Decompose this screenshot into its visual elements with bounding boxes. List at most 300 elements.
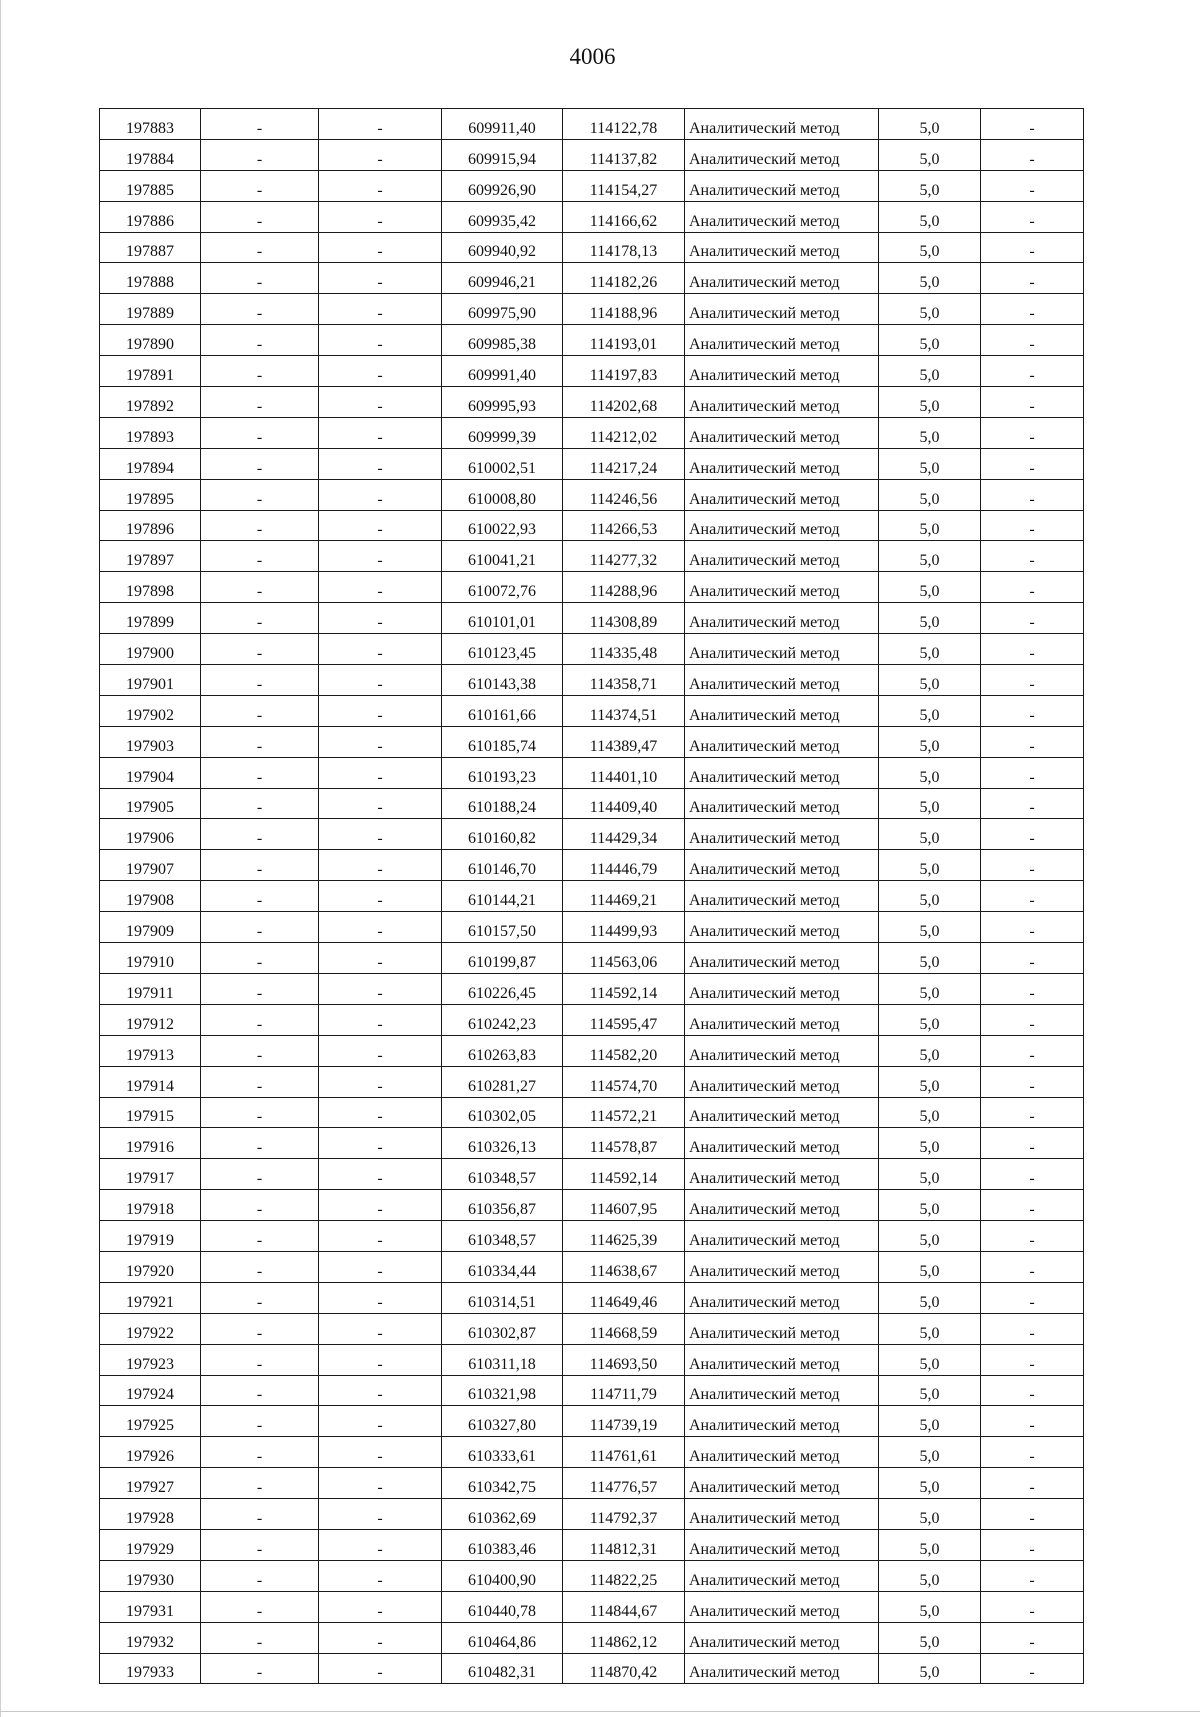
dash-cell-b: - [319, 510, 442, 541]
accuracy-cell: 5,0 [879, 1653, 981, 1684]
dash-cell-a: - [201, 1406, 319, 1437]
x-coordinate-cell: 610263,83 [442, 1035, 563, 1066]
dash-cell-a: - [201, 1251, 319, 1282]
dash-cell-b: - [319, 1560, 442, 1591]
y-coordinate-cell: 114409,40 [563, 788, 685, 819]
accuracy-cell: 5,0 [879, 634, 981, 665]
table-row [100, 1653, 1084, 1684]
table-row [100, 819, 1084, 850]
dash-cell-a: - [201, 325, 319, 356]
y-coordinate-cell: 114188,96 [563, 294, 685, 325]
dash-cell-b: - [319, 973, 442, 1004]
y-coordinate-cell: 114246,56 [563, 479, 685, 510]
dash-cell-a: - [201, 139, 319, 170]
table-row [100, 263, 1084, 294]
point-number-cell: 197918 [100, 1190, 201, 1221]
y-coordinate-cell: 114582,20 [563, 1035, 685, 1066]
dash-cell-a: - [201, 881, 319, 912]
dash-cell-c: - [981, 1282, 1084, 1313]
dash-cell-c: - [981, 1190, 1084, 1221]
accuracy-cell: 5,0 [879, 695, 981, 726]
dash-cell-b: - [319, 479, 442, 510]
table-row [100, 881, 1084, 912]
y-coordinate-cell: 114862,12 [563, 1622, 685, 1653]
dash-cell-a: - [201, 912, 319, 943]
method-cell: Аналитический метод [685, 1251, 879, 1282]
x-coordinate-cell: 610302,87 [442, 1313, 563, 1344]
x-coordinate-cell: 609975,90 [442, 294, 563, 325]
y-coordinate-cell: 114469,21 [563, 881, 685, 912]
point-number-cell: 197932 [100, 1622, 201, 1653]
method-cell: Аналитический метод [685, 1375, 879, 1406]
x-coordinate-cell: 610008,80 [442, 479, 563, 510]
point-number-cell: 197902 [100, 695, 201, 726]
point-number-cell: 197884 [100, 139, 201, 170]
x-coordinate-cell: 610321,98 [442, 1375, 563, 1406]
dash-cell-a: - [201, 1560, 319, 1591]
dash-cell-a: - [201, 1159, 319, 1190]
x-coordinate-cell: 610356,87 [442, 1190, 563, 1221]
point-number-cell: 197903 [100, 726, 201, 757]
point-number-cell: 197924 [100, 1375, 201, 1406]
dash-cell-c: - [981, 387, 1084, 418]
point-number-cell: 197923 [100, 1344, 201, 1375]
table-row [100, 726, 1084, 757]
x-coordinate-cell: 610157,50 [442, 912, 563, 943]
point-number-cell: 197914 [100, 1066, 201, 1097]
dash-cell-a: - [201, 1437, 319, 1468]
dash-cell-b: - [319, 170, 442, 201]
method-cell: Аналитический метод [685, 541, 879, 572]
table-row [100, 448, 1084, 479]
dash-cell-a: - [201, 634, 319, 665]
point-number-cell: 197897 [100, 541, 201, 572]
method-cell: Аналитический метод [685, 232, 879, 263]
y-coordinate-cell: 114649,46 [563, 1282, 685, 1313]
method-cell: Аналитический метод [685, 201, 879, 232]
dash-cell-c: - [981, 1375, 1084, 1406]
y-coordinate-cell: 114193,01 [563, 325, 685, 356]
dash-cell-c: - [981, 850, 1084, 881]
dash-cell-a: - [201, 1622, 319, 1653]
dash-cell-c: - [981, 1437, 1084, 1468]
scan-edge-bottom [0, 1711, 1200, 1712]
dash-cell-a: - [201, 417, 319, 448]
y-coordinate-cell: 114197,83 [563, 356, 685, 387]
method-cell: Аналитический метод [685, 850, 879, 881]
point-number-cell: 197919 [100, 1221, 201, 1252]
dash-cell-a: - [201, 1128, 319, 1159]
method-cell: Аналитический метод [685, 634, 879, 665]
dash-cell-b: - [319, 109, 442, 140]
dash-cell-b: - [319, 541, 442, 572]
y-coordinate-cell: 114374,51 [563, 695, 685, 726]
method-cell: Аналитический метод [685, 1313, 879, 1344]
accuracy-cell: 5,0 [879, 726, 981, 757]
point-number-cell: 197911 [100, 973, 201, 1004]
point-number-cell: 197901 [100, 665, 201, 696]
table-row [100, 943, 1084, 974]
point-number-cell: 197921 [100, 1282, 201, 1313]
point-number-cell: 197909 [100, 912, 201, 943]
dash-cell-b: - [319, 788, 442, 819]
table-row [100, 1622, 1084, 1653]
table-row [100, 1313, 1084, 1344]
table-row [100, 1375, 1084, 1406]
dash-cell-b: - [319, 850, 442, 881]
dash-cell-c: - [981, 1035, 1084, 1066]
dash-cell-a: - [201, 356, 319, 387]
y-coordinate-cell: 114638,67 [563, 1251, 685, 1282]
point-number-cell: 197908 [100, 881, 201, 912]
point-number-cell: 197930 [100, 1560, 201, 1591]
method-cell: Аналитический метод [685, 665, 879, 696]
table-row [100, 294, 1084, 325]
dash-cell-b: - [319, 1375, 442, 1406]
accuracy-cell: 5,0 [879, 170, 981, 201]
dash-cell-b: - [319, 1282, 442, 1313]
accuracy-cell: 5,0 [879, 757, 981, 788]
dash-cell-c: - [981, 1653, 1084, 1684]
accuracy-cell: 5,0 [879, 1344, 981, 1375]
point-number-cell: 197910 [100, 943, 201, 974]
accuracy-cell: 5,0 [879, 1468, 981, 1499]
table-row [100, 232, 1084, 263]
dash-cell-c: - [981, 294, 1084, 325]
dash-cell-b: - [319, 603, 442, 634]
method-cell: Аналитический метод [685, 1622, 879, 1653]
x-coordinate-cell: 610326,13 [442, 1128, 563, 1159]
x-coordinate-cell: 610440,78 [442, 1591, 563, 1622]
table-row [100, 1499, 1084, 1530]
dash-cell-a: - [201, 850, 319, 881]
point-number-cell: 197894 [100, 448, 201, 479]
accuracy-cell: 5,0 [879, 263, 981, 294]
dash-cell-a: - [201, 1313, 319, 1344]
table-row [100, 788, 1084, 819]
point-number-cell: 197895 [100, 479, 201, 510]
point-number-cell: 197888 [100, 263, 201, 294]
dash-cell-a: - [201, 1468, 319, 1499]
dash-cell-a: - [201, 1375, 319, 1406]
method-cell: Аналитический метод [685, 170, 879, 201]
dash-cell-a: - [201, 1499, 319, 1530]
dash-cell-b: - [319, 943, 442, 974]
dash-cell-a: - [201, 1004, 319, 1035]
x-coordinate-cell: 610311,18 [442, 1344, 563, 1375]
y-coordinate-cell: 114668,59 [563, 1313, 685, 1344]
y-coordinate-cell: 114625,39 [563, 1221, 685, 1252]
dash-cell-b: - [319, 387, 442, 418]
method-cell: Аналитический метод [685, 387, 879, 418]
table-row [100, 139, 1084, 170]
accuracy-cell: 5,0 [879, 603, 981, 634]
method-cell: Аналитический метод [685, 695, 879, 726]
accuracy-cell: 5,0 [879, 1128, 981, 1159]
accuracy-cell: 5,0 [879, 1190, 981, 1221]
table-row [100, 1221, 1084, 1252]
dash-cell-c: - [981, 263, 1084, 294]
dash-cell-c: - [981, 819, 1084, 850]
dash-cell-b: - [319, 417, 442, 448]
x-coordinate-cell: 609999,39 [442, 417, 563, 448]
y-coordinate-cell: 114166,62 [563, 201, 685, 232]
x-coordinate-cell: 610123,45 [442, 634, 563, 665]
x-coordinate-cell: 610199,87 [442, 943, 563, 974]
method-cell: Аналитический метод [685, 325, 879, 356]
accuracy-cell: 5,0 [879, 1159, 981, 1190]
dash-cell-a: - [201, 1591, 319, 1622]
point-number-cell: 197892 [100, 387, 201, 418]
method-cell: Аналитический метод [685, 1282, 879, 1313]
accuracy-cell: 5,0 [879, 1560, 981, 1591]
dash-cell-b: - [319, 1653, 442, 1684]
dash-cell-b: - [319, 757, 442, 788]
dash-cell-a: - [201, 448, 319, 479]
y-coordinate-cell: 114178,13 [563, 232, 685, 263]
x-coordinate-cell: 610226,45 [442, 973, 563, 1004]
dash-cell-c: - [981, 170, 1084, 201]
dash-cell-b: - [319, 1529, 442, 1560]
y-coordinate-cell: 114266,53 [563, 510, 685, 541]
y-coordinate-cell: 114578,87 [563, 1128, 685, 1159]
dash-cell-a: - [201, 757, 319, 788]
dash-cell-c: - [981, 695, 1084, 726]
x-coordinate-cell: 610383,46 [442, 1529, 563, 1560]
x-coordinate-cell: 610281,27 [442, 1066, 563, 1097]
accuracy-cell: 5,0 [879, 1529, 981, 1560]
table-row [100, 1035, 1084, 1066]
accuracy-cell: 5,0 [879, 1437, 981, 1468]
point-number-cell: 197926 [100, 1437, 201, 1468]
x-coordinate-cell: 610242,23 [442, 1004, 563, 1035]
table-row [100, 387, 1084, 418]
x-coordinate-cell: 610160,82 [442, 819, 563, 850]
table-row [100, 1066, 1084, 1097]
x-coordinate-cell: 610188,24 [442, 788, 563, 819]
point-number-cell: 197896 [100, 510, 201, 541]
dash-cell-c: - [981, 510, 1084, 541]
point-number-cell: 197912 [100, 1004, 201, 1035]
y-coordinate-cell: 114202,68 [563, 387, 685, 418]
dash-cell-a: - [201, 109, 319, 140]
method-cell: Аналитический метод [685, 1190, 879, 1221]
dash-cell-a: - [201, 1190, 319, 1221]
y-coordinate-cell: 114446,79 [563, 850, 685, 881]
dash-cell-b: - [319, 572, 442, 603]
method-cell: Аналитический метод [685, 912, 879, 943]
dash-cell-c: - [981, 417, 1084, 448]
accuracy-cell: 5,0 [879, 1499, 981, 1530]
y-coordinate-cell: 114595,47 [563, 1004, 685, 1035]
table-row [100, 850, 1084, 881]
x-coordinate-cell: 610101,01 [442, 603, 563, 634]
dash-cell-b: - [319, 201, 442, 232]
dash-cell-c: - [981, 201, 1084, 232]
dash-cell-c: - [981, 1560, 1084, 1591]
dash-cell-b: - [319, 232, 442, 263]
y-coordinate-cell: 114739,19 [563, 1406, 685, 1437]
x-coordinate-cell: 609935,42 [442, 201, 563, 232]
table-row [100, 1159, 1084, 1190]
accuracy-cell: 5,0 [879, 1221, 981, 1252]
x-coordinate-cell: 610327,80 [442, 1406, 563, 1437]
method-cell: Аналитический метод [685, 448, 879, 479]
accuracy-cell: 5,0 [879, 819, 981, 850]
accuracy-cell: 5,0 [879, 1251, 981, 1282]
accuracy-cell: 5,0 [879, 572, 981, 603]
dash-cell-b: - [319, 1035, 442, 1066]
dash-cell-a: - [201, 232, 319, 263]
accuracy-cell: 5,0 [879, 788, 981, 819]
dash-cell-a: - [201, 819, 319, 850]
dash-cell-c: - [981, 757, 1084, 788]
dash-cell-b: - [319, 1251, 442, 1282]
x-coordinate-cell: 609946,21 [442, 263, 563, 294]
accuracy-cell: 5,0 [879, 850, 981, 881]
x-coordinate-cell: 609940,92 [442, 232, 563, 263]
y-coordinate-cell: 114429,34 [563, 819, 685, 850]
x-coordinate-cell: 609995,93 [442, 387, 563, 418]
method-cell: Аналитический метод [685, 788, 879, 819]
dash-cell-b: - [319, 665, 442, 696]
dash-cell-b: - [319, 139, 442, 170]
y-coordinate-cell: 114401,10 [563, 757, 685, 788]
accuracy-cell: 5,0 [879, 387, 981, 418]
dash-cell-a: - [201, 788, 319, 819]
dash-cell-c: - [981, 448, 1084, 479]
dash-cell-b: - [319, 912, 442, 943]
dash-cell-a: - [201, 1529, 319, 1560]
dash-cell-c: - [981, 1066, 1084, 1097]
dash-cell-c: - [981, 1406, 1084, 1437]
y-coordinate-cell: 114389,47 [563, 726, 685, 757]
accuracy-cell: 5,0 [879, 479, 981, 510]
x-coordinate-cell: 610143,38 [442, 665, 563, 696]
point-number-cell: 197886 [100, 201, 201, 232]
dash-cell-a: - [201, 603, 319, 634]
y-coordinate-cell: 114212,02 [563, 417, 685, 448]
point-number-cell: 197890 [100, 325, 201, 356]
y-coordinate-cell: 114182,26 [563, 263, 685, 294]
dash-cell-c: - [981, 1499, 1084, 1530]
accuracy-cell: 5,0 [879, 294, 981, 325]
table-row [100, 757, 1084, 788]
dash-cell-b: - [319, 1097, 442, 1128]
dash-cell-a: - [201, 1066, 319, 1097]
y-coordinate-cell: 114870,42 [563, 1653, 685, 1684]
y-coordinate-cell: 114137,82 [563, 139, 685, 170]
method-cell: Аналитический метод [685, 1437, 879, 1468]
dash-cell-a: - [201, 572, 319, 603]
dash-cell-a: - [201, 1221, 319, 1252]
dash-cell-b: - [319, 1066, 442, 1097]
dash-cell-a: - [201, 1035, 319, 1066]
accuracy-cell: 5,0 [879, 665, 981, 696]
dash-cell-c: - [981, 1468, 1084, 1499]
x-coordinate-cell: 610193,23 [442, 757, 563, 788]
x-coordinate-cell: 610002,51 [442, 448, 563, 479]
table-row [100, 417, 1084, 448]
method-cell: Аналитический метод [685, 973, 879, 1004]
dash-cell-a: - [201, 973, 319, 1004]
accuracy-cell: 5,0 [879, 1097, 981, 1128]
dash-cell-c: - [981, 788, 1084, 819]
table-row [100, 572, 1084, 603]
table-row [100, 1004, 1084, 1035]
y-coordinate-cell: 114122,78 [563, 109, 685, 140]
method-cell: Аналитический метод [685, 1128, 879, 1159]
dash-cell-b: - [319, 1622, 442, 1653]
method-cell: Аналитический метод [685, 263, 879, 294]
dash-cell-b: - [319, 1159, 442, 1190]
x-coordinate-cell: 610342,75 [442, 1468, 563, 1499]
y-coordinate-cell: 114499,93 [563, 912, 685, 943]
dash-cell-a: - [201, 541, 319, 572]
dash-cell-a: - [201, 943, 319, 974]
point-number-cell: 197893 [100, 417, 201, 448]
method-cell: Аналитический метод [685, 881, 879, 912]
method-cell: Аналитический метод [685, 1035, 879, 1066]
dash-cell-b: - [319, 1004, 442, 1035]
dash-cell-b: - [319, 263, 442, 294]
dash-cell-a: - [201, 1653, 319, 1684]
dash-cell-b: - [319, 819, 442, 850]
point-number-cell: 197928 [100, 1499, 201, 1530]
method-cell: Аналитический метод [685, 1159, 879, 1190]
method-cell: Аналитический метод [685, 757, 879, 788]
y-coordinate-cell: 114592,14 [563, 973, 685, 1004]
dash-cell-a: - [201, 479, 319, 510]
method-cell: Аналитический метод [685, 1406, 879, 1437]
point-number-cell: 197883 [100, 109, 201, 140]
method-cell: Аналитический метод [685, 139, 879, 170]
dash-cell-c: - [981, 1344, 1084, 1375]
dash-cell-b: - [319, 1344, 442, 1375]
point-number-cell: 197931 [100, 1591, 201, 1622]
point-number-cell: 197907 [100, 850, 201, 881]
y-coordinate-cell: 114358,71 [563, 665, 685, 696]
point-number-cell: 197906 [100, 819, 201, 850]
x-coordinate-cell: 610302,05 [442, 1097, 563, 1128]
y-coordinate-cell: 114711,79 [563, 1375, 685, 1406]
dash-cell-a: - [201, 201, 319, 232]
y-coordinate-cell: 114822,25 [563, 1560, 685, 1591]
table-row [100, 1097, 1084, 1128]
dash-cell-b: - [319, 325, 442, 356]
dash-cell-a: - [201, 294, 319, 325]
accuracy-cell: 5,0 [879, 1622, 981, 1653]
dash-cell-b: - [319, 1190, 442, 1221]
x-coordinate-cell: 610400,90 [442, 1560, 563, 1591]
method-cell: Аналитический метод [685, 819, 879, 850]
dash-cell-b: - [319, 1221, 442, 1252]
point-number-cell: 197899 [100, 603, 201, 634]
point-number-cell: 197905 [100, 788, 201, 819]
table-row [100, 201, 1084, 232]
table-row [100, 634, 1084, 665]
table-row [100, 1468, 1084, 1499]
dash-cell-b: - [319, 1499, 442, 1530]
accuracy-cell: 5,0 [879, 1004, 981, 1035]
dash-cell-c: - [981, 1004, 1084, 1035]
method-cell: Аналитический метод [685, 356, 879, 387]
dash-cell-a: - [201, 1097, 319, 1128]
accuracy-cell: 5,0 [879, 1591, 981, 1622]
dash-cell-c: - [981, 1529, 1084, 1560]
dash-cell-c: - [981, 232, 1084, 263]
table-row [100, 1128, 1084, 1159]
